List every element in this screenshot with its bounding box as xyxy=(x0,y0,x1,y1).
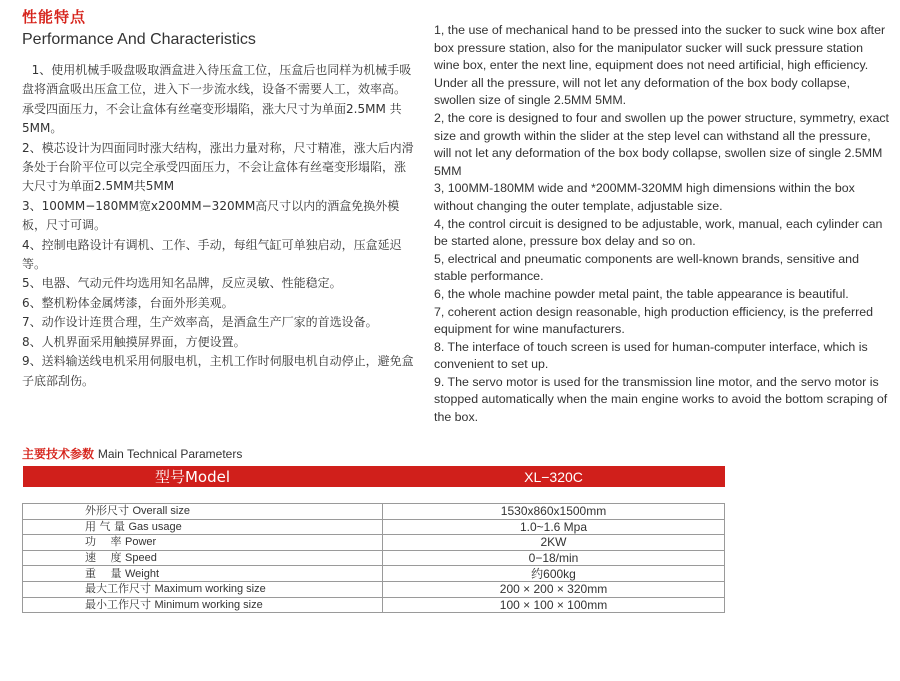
spec-label-en: Maximum working size xyxy=(154,583,266,596)
table-row xyxy=(23,581,725,597)
spec-label xyxy=(23,566,383,582)
spec-label xyxy=(23,581,383,597)
spec-header-row xyxy=(23,466,725,487)
table-row xyxy=(23,504,725,520)
table-row xyxy=(23,519,725,535)
table-row xyxy=(23,566,725,582)
params-heading-cn: 主要技术参数 xyxy=(22,447,95,461)
spec-label-en: Speed xyxy=(125,552,157,565)
feature-en-item: 9. The servo motor is used for the transmission line motor, and the servo motor is stopped automatically when the main engine works to avoid the bottom scraping of the box. xyxy=(434,374,888,425)
feature-cn-item: 5、电器、气动元件均选用知名品牌，反应灵敏、性能稳定。 xyxy=(22,276,342,291)
spec-label xyxy=(23,597,383,613)
spec-gap xyxy=(23,487,725,504)
spec-value: 2KW xyxy=(383,535,725,551)
spec-value: 1530x860x1500mm xyxy=(383,504,725,520)
spec-label-cn: 用 气 量 xyxy=(85,519,125,533)
spec-table xyxy=(22,466,725,613)
spec-value: 0−18/min xyxy=(383,550,725,566)
spec-label xyxy=(23,550,383,566)
section-title-en: Performance And Characteristics xyxy=(22,31,256,48)
spec-label xyxy=(23,504,383,520)
feature-cn-item: 6、整机粉体金属烤漆，台面外形美观。 xyxy=(22,295,234,310)
feature-cn-item: 2、模芯设计为四面同时涨大结构，涨出力量对称，尺寸精准，涨大后内滑条处于台阶平位可以完全承受四面压力，不会让盒体有丝毫变形塌陷，涨大尺寸为单面2.5MM共5MM xyxy=(22,140,414,194)
features-list-cn xyxy=(22,61,414,391)
features-list-en xyxy=(434,22,890,427)
spec-header-model: 型号Model xyxy=(23,466,383,487)
section-title-cn: 性能特点 xyxy=(22,8,87,26)
spec-label-en: Power xyxy=(125,536,157,549)
feature-cn-item: 1、使用机械手吸盘吸取酒盒进入待压盒工位，压盒后也同样为机械手吸盘将酒盒吸出压盒工位，进入下一步流水线，设备不需要人工，效率高。承受四面压力，不会让盒体有丝毫变形塌陷，涨大尺寸为单面2.5MM 共5MM。 xyxy=(22,63,412,136)
feature-cn-item: 4、控制电路设计有调机、工作、手动，每组气缸可单独启动，压盒延迟等。 xyxy=(22,237,402,272)
spec-header-value: XL−320C xyxy=(383,466,725,487)
feature-en-item: 3, 100MM-180MM wide and *200MM-320MM high dimensions within the box without changing the outer template, adjustable size. xyxy=(434,181,855,213)
spec-label xyxy=(23,535,383,551)
spec-label-cn: 速 度 xyxy=(85,551,122,565)
spec-label xyxy=(23,519,383,535)
table-row xyxy=(23,550,725,566)
spec-label-cn: 重 量 xyxy=(85,566,122,580)
spec-value: 1.0~1.6 Mpa xyxy=(383,519,725,535)
spec-value: 200 × 200 × 320mm xyxy=(383,581,725,597)
spec-label-cn: 最大工作尺寸 xyxy=(85,582,151,596)
feature-cn-item: 3、100MM−180MM宽x200MM−320MM高尺寸以内的酒盒免换外模板，尺寸可调。 xyxy=(22,198,400,233)
feature-en-item: 1, the use of mechanical hand to be pressed into the sucker to suck wine box after box pressure station, also for the manipulator sucker will suck pressure station wine box, enter the next line, equipment does not need artificial, high efficiency. Under all the pressure, will not let any deformation of the box body collapse, swollen size of single 2.5MM 5MM. xyxy=(434,23,886,108)
feature-cn-item: 7、动作设计连贯合理，生产效率高，是酒盒生产厂家的首选设备。 xyxy=(22,315,378,330)
spec-label-en: Minimum working size xyxy=(154,598,263,611)
feature-en-item: 2, the core is designed to four and swollen up the power structure, symmetry, exact size and growth within the slider at the step level can withstand all the pressure, will not let any deformation of the box body collapse, swollen size of single 2.5MM 5MM xyxy=(434,110,890,178)
spec-label-cn: 外形尺寸 xyxy=(85,504,129,518)
feature-en-item: 5, electrical and pneumatic components are well-known brands, sensitive and stable performance. xyxy=(434,251,859,284)
spec-label-cn: 功 率 xyxy=(85,535,122,549)
spec-label-en: Gas usage xyxy=(128,520,182,533)
table-row xyxy=(23,597,725,613)
feature-cn-item: 9、送料输送线电机采用伺服电机，主机工作时伺服电机自动停止，避免盒子底部刮伤。 xyxy=(22,354,414,388)
spec-value: 约600kg xyxy=(383,566,725,582)
params-heading xyxy=(22,445,242,462)
spec-value: 100 × 100 × 100mm xyxy=(383,597,725,613)
feature-en-item: 6, the whole machine powder metal paint, the table appearance is beautiful. xyxy=(434,286,849,301)
feature-cn-item: 8、人机界面采用触摸屏界面，方便设置。 xyxy=(22,334,246,349)
spec-label-en: Overall size xyxy=(132,505,190,518)
params-heading-en: Main Technical Parameters xyxy=(97,447,243,461)
spec-label-cn: 最小工作尺寸 xyxy=(85,597,151,611)
spec-label-en: Weight xyxy=(125,567,160,580)
feature-en-item: 4, the control circuit is designed to be adjustable, work, manual, each cylinder can be started alone, pressure box delay and so on. xyxy=(434,216,883,249)
feature-en-item: 7, coherent action design reasonable, high production efficiency, is the preferred equipment for wine manufacturers. xyxy=(434,304,873,337)
feature-en-item: 8. The interface of touch screen is used for human-computer interface, which is convenient to set up. xyxy=(434,339,868,372)
table-row xyxy=(23,535,725,551)
